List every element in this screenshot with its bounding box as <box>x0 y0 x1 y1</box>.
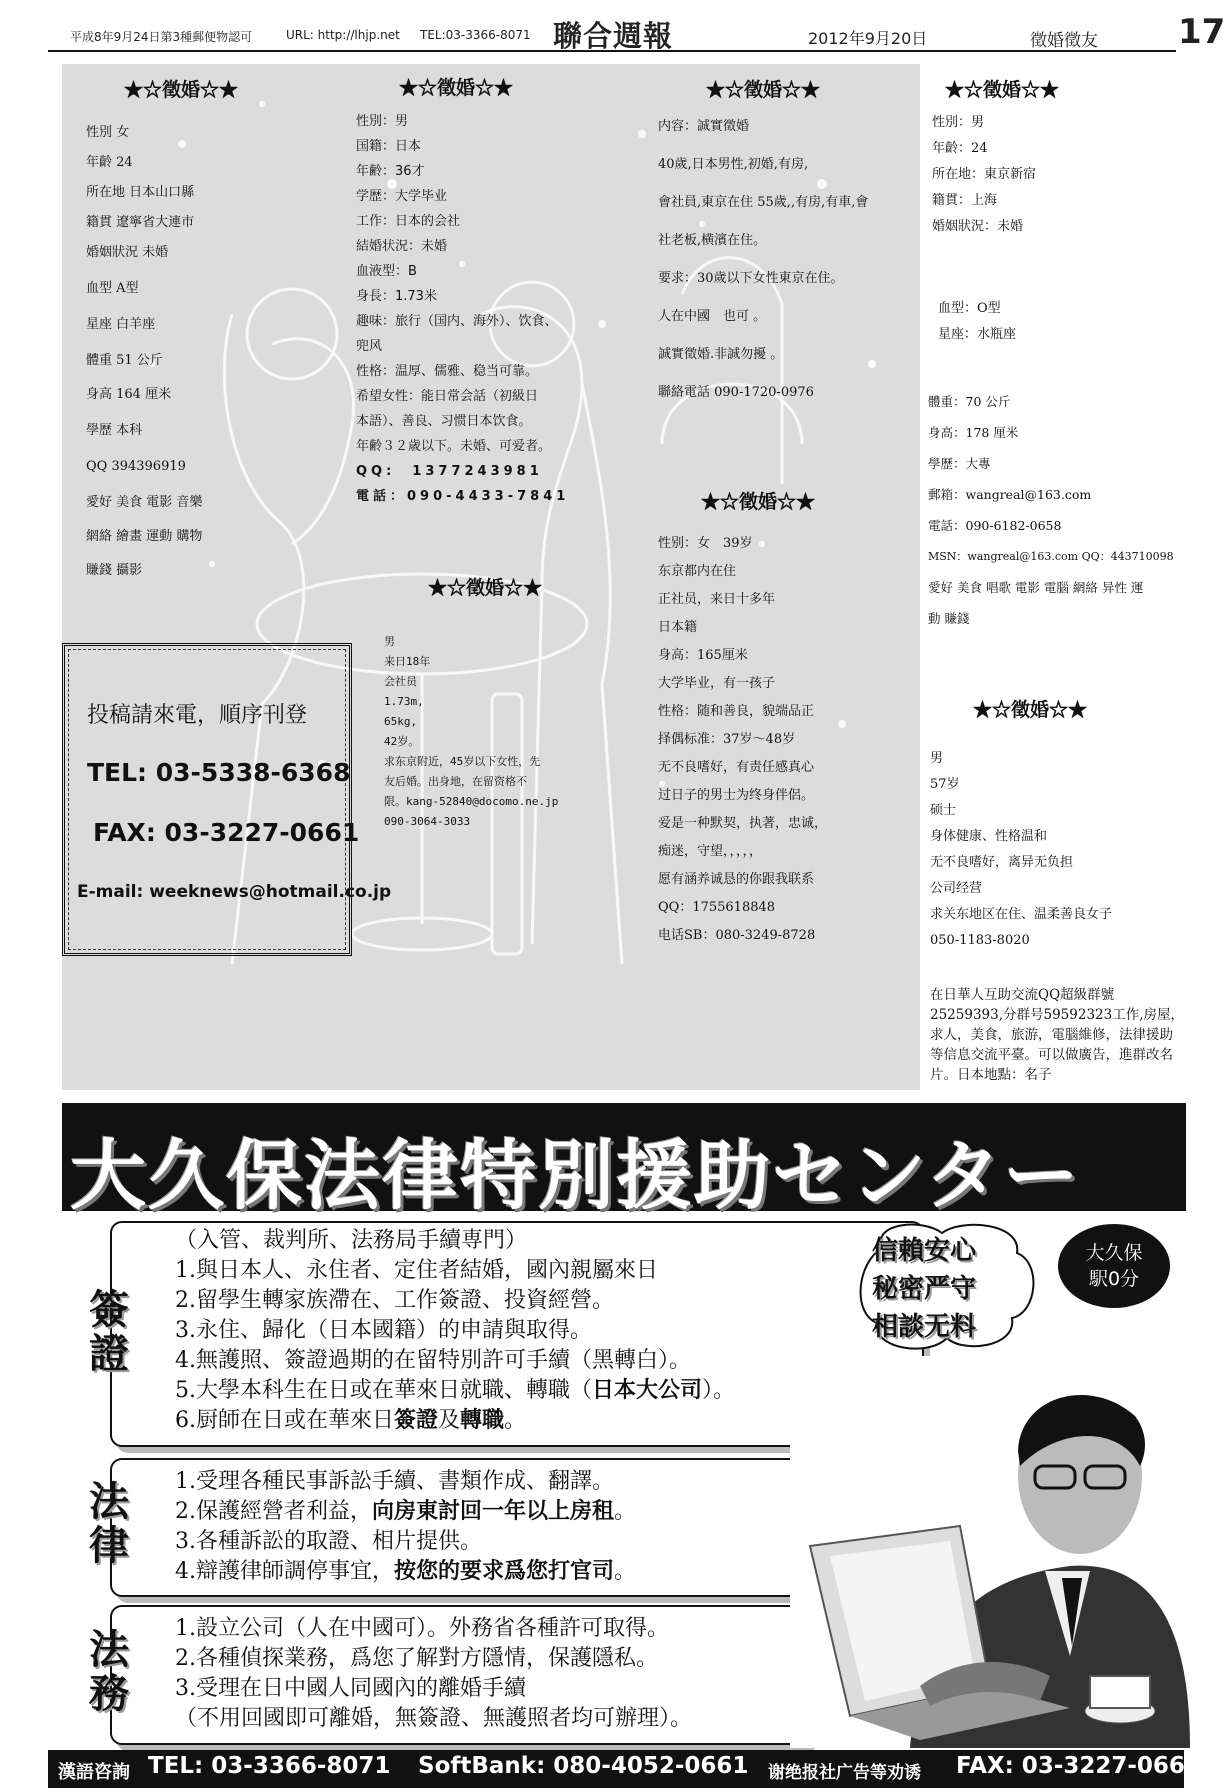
visa-line: 3.永住、歸化（日本國籍）的申請與取得。 <box>175 1318 592 1343</box>
ad-line: 学歴：大学毕业 <box>356 189 448 204</box>
ad-lines <box>658 108 868 412</box>
ad-line: 所在地 日本山口縣 <box>86 185 195 200</box>
issue-date: 2012年9月20日 <box>808 29 928 48</box>
ad-line: 过日子的男士为终身伴侶。 <box>658 788 815 803</box>
newspaper-name: 聯合週報 <box>553 19 674 53</box>
visa-line: 4.無護照、簽證過期的在留特別許可手續（黑轉白）。 <box>175 1348 691 1373</box>
text-emph: 日本大公司 <box>592 1378 703 1403</box>
ad-line: QQ 394396919 <box>86 459 186 474</box>
ad-line: 年齢３２歳以下。未婚、可爱者。 <box>356 439 552 454</box>
ad-line: 血液型：B <box>356 264 417 279</box>
ad-lines-a <box>932 110 1174 240</box>
ad-line: 求东京附近，45岁以下女性，先 <box>384 755 541 768</box>
ad-line: 兜风 <box>356 339 383 354</box>
ad-line: 身長：1.73米 <box>356 289 437 304</box>
ad-line: 痴迷，守望，，，，， <box>658 844 763 859</box>
ad-line: 賺錢 攝影 <box>86 563 143 578</box>
label-char: 證 <box>89 1330 129 1377</box>
ad-line: 性別：男 <box>932 115 985 130</box>
ad-line: 愛好 美食 唱歌 電影 電腦 網絡 异性 運 <box>928 580 1144 595</box>
text-emph: 向房東討回一年以上房租 <box>372 1499 615 1524</box>
ad-line: 无不良嗜好，离异无负担 <box>930 855 1074 870</box>
station-badge <box>1058 1224 1170 1308</box>
text-part: 5.大學本科生在日或在華來日就職、轉職（ <box>175 1378 592 1403</box>
visa-line <box>175 1376 735 1406</box>
ad-line: 星座 白羊座 <box>86 317 156 332</box>
ad-line: 聯絡電話 090-1720-0976 <box>658 385 814 400</box>
label-char: 法 <box>89 1626 129 1673</box>
ad-line: 身高：165厘米 <box>658 648 748 663</box>
ad-line: 年齡：24 <box>932 141 988 156</box>
ad-line: 愛好 美食 電影 音樂 <box>86 495 203 510</box>
affairs-lines <box>175 1614 692 1734</box>
page-number: 17 <box>1178 12 1225 52</box>
badge-line: 大久保 <box>1085 1242 1143 1264</box>
site-url[interactable]: URL: http://lhjp.net <box>286 28 400 42</box>
ad-line: 身高 164 厘米 <box>86 387 172 402</box>
affairs-line: （不用回國即可離婚，無簽證、無護照者均可辦理）。 <box>175 1706 693 1731</box>
slogans <box>872 1232 976 1346</box>
ad-lines <box>86 118 276 586</box>
legal-footer <box>48 1750 1201 1788</box>
ad-line: 會社員,東京在住 55歲,,有房,有車,會 <box>658 195 869 210</box>
ad-line: 體重：70 公斤 <box>928 394 1011 409</box>
visa-line <box>175 1406 735 1436</box>
ad-line: 来日18年 <box>384 655 431 668</box>
ad-line: 人在中國 也可 。 <box>658 309 767 324</box>
ad-line: 動 賺錢 <box>928 611 970 626</box>
text-emph: 轉職 <box>460 1408 505 1433</box>
ad-line: 社老板,横濱在住。 <box>658 233 767 248</box>
ad-line: 1.73m, <box>384 695 424 708</box>
ad-title: ★☆徵婚☆★ <box>705 79 820 101</box>
banner-title: 大久保法律特別援助センター <box>70 1131 1081 1220</box>
submission-box <box>62 643 392 956</box>
ad-line: 友后婚。出身地，在留资格不 <box>384 775 527 788</box>
ad-col5-title-wrap <box>400 574 570 602</box>
text-part: 4.辯護律師調停事宜， <box>175 1559 394 1584</box>
ad-title: ★☆徵婚☆★ <box>944 79 1059 101</box>
ad-title: ★☆徵婚☆★ <box>700 491 815 513</box>
ad-col2 <box>356 76 569 509</box>
visa-line: 2.留學生轉家族滯在、工作簽證、投資經營。 <box>175 1288 614 1313</box>
ad-line: 性格：温厚、儒雅、稳当可靠。 <box>356 364 539 379</box>
ad-line: 东京都内在住 <box>658 564 737 579</box>
ad-line: 男 <box>930 751 944 766</box>
businessman-laptop-photo <box>790 1356 1190 1748</box>
text-part: 。 <box>614 1499 637 1524</box>
ad-col7 <box>930 696 1130 954</box>
ad-line: 42岁。 <box>384 735 420 748</box>
ad-line: 誠實徵婚.非誠勿擾 。 <box>658 347 784 362</box>
ad-line: 性别：女 39岁 <box>658 536 753 551</box>
ad-line: 網絡 繪畫 運動 購物 <box>86 529 203 544</box>
ad-lines <box>658 530 858 950</box>
ad-line: 爱是一种默契，执著，忠诚， <box>658 816 828 831</box>
ad-line: 星座：水瓶座 <box>938 327 1017 342</box>
ad-lines <box>356 109 569 509</box>
law-label <box>84 1480 134 1568</box>
ad-line: 要求：30歲以下女性東京在住。 <box>658 271 844 286</box>
ad-line: 40歲,日本男性,初婚,有房, <box>658 157 809 172</box>
slogan-line: 信賴安心 <box>872 1236 977 1266</box>
text-emph: 簽證 <box>394 1408 439 1433</box>
ad-line: 學歷：大專 <box>928 456 991 471</box>
text-part: 2.保護經營者利益， <box>175 1499 372 1524</box>
ad-line: 090-3064-3033 <box>384 815 471 828</box>
ad-line: 57岁 <box>930 777 960 792</box>
law-line <box>175 1497 636 1527</box>
ad-col6 <box>658 488 858 950</box>
text-part: 6.厨師在日或在華來日 <box>175 1408 394 1433</box>
ad-line: 血型 A型 <box>86 281 139 296</box>
slogan-line: 相談无料 <box>872 1312 977 1342</box>
ad-line: 硕士 <box>930 803 957 818</box>
ad-col3 <box>658 76 868 412</box>
label-char: 法 <box>89 1478 129 1525</box>
ad-line: 學歷 本科 <box>86 423 143 438</box>
affairs-line: 1.設立公司（人在中國可）。外務省各種許可取得。 <box>175 1616 669 1641</box>
text-part: ）。 <box>702 1378 736 1403</box>
law-line <box>175 1557 636 1587</box>
ad-line: 65kg, <box>384 715 418 728</box>
ad-line: 正社员，来日十多年 <box>658 592 776 607</box>
submission-email[interactable]: E-mail: weeknews@hotmail.co.jp <box>77 882 392 902</box>
ad-line: 血型：O型 <box>938 301 1001 316</box>
ad-line: 籍貫：上海 <box>932 193 998 208</box>
ad-line: 郵箱：wangreal@163.com <box>928 487 1092 502</box>
ad-col4 <box>928 76 1174 634</box>
header-tel: TEL:03-3366-8071 <box>420 28 531 42</box>
slogan-line: 秘密严守 <box>872 1274 977 1304</box>
ad-line: 趣味：旅行（国内、海外）、饮食、 <box>356 314 558 329</box>
ad-line: 性別：男 <box>356 114 409 129</box>
footer-notice: 谢绝报社广告等劝诱 <box>768 1763 921 1783</box>
law-line: 1.受理各種民事訴訟手續、書類作成、翻譯。 <box>175 1469 614 1494</box>
ad-line: 内容：誠實徵婚 <box>658 119 750 134</box>
ad-lines-b <box>932 296 1174 348</box>
affairs-line: 2.各種偵探業務，爲您了解對方隱情，保護隱私。 <box>175 1646 658 1671</box>
text-emph: 按您的要求爲您打官司 <box>394 1559 615 1584</box>
law-lines <box>175 1467 636 1587</box>
ad-line: 身体健康、性格温和 <box>930 829 1048 844</box>
text-part: 及 <box>438 1408 461 1433</box>
ad-line: 男 <box>384 635 395 648</box>
ad-title: ★☆徵婚☆★ <box>427 577 542 599</box>
ad-line: 婚姻狀況 未婚 <box>86 245 169 260</box>
qq-group-notice: 在日華人互助交流QQ超級群號25259393,分群号59592323工作,房屋，求人，美食，旅游，電腦維修，法律援助等信息交流平臺。可以做廣告，進群改名片。日本地點：名子 <box>930 987 1185 1083</box>
ad-line: 體重 51 公斤 <box>86 353 163 368</box>
ad-title: ★☆徵婚☆★ <box>123 79 238 101</box>
ad-line: 日本籍 <box>658 620 698 635</box>
ad-line: 年齢：36才 <box>356 164 425 179</box>
ad-phone: 電話：090-4433-7841 <box>356 489 570 504</box>
ad-line: 所在地：東京新宿 <box>932 167 1037 182</box>
ad-line: 工作：日本的会社 <box>356 214 461 229</box>
ad-line: QQ：1755618848 <box>658 900 776 915</box>
ad-line: 国籍：日本 <box>356 139 422 154</box>
text-part: 。 <box>504 1408 527 1433</box>
ad-line: 婚姻狀況：未婚 <box>932 219 1024 234</box>
text-part: 。 <box>614 1559 637 1584</box>
ad-qq: QQ: 1377243981 <box>356 464 543 479</box>
submission-title: 投稿請來電，順序刊登 <box>87 703 308 728</box>
visa-line: （入管、裁判所、法務局手續専門） <box>175 1228 528 1253</box>
ad-line: 結婚状況：未婚 <box>356 239 448 254</box>
ad-line: 电话SB：080-3249-8728 <box>658 928 816 943</box>
visa-label <box>84 1288 134 1376</box>
ad-line: 希望女性：能日常会話（初級日 <box>356 389 539 404</box>
footer-fax: FAX: 03-3227-0661 <box>956 1753 1201 1779</box>
footer-chinese-label: 漢語咨詢 <box>58 1762 130 1783</box>
ad-line: 身高：178 厘米 <box>928 425 1019 440</box>
ad-line: 愿有涵养诚恳的你跟我联系 <box>658 872 815 887</box>
badge-line: 駅0分 <box>1088 1268 1140 1290</box>
footer-softbank: SoftBank: 080-4052-0661 <box>418 1753 749 1779</box>
label-char: 務 <box>89 1670 129 1717</box>
ad-title: ★☆徵婚☆★ <box>398 77 513 99</box>
visa-lines <box>175 1226 735 1436</box>
affairs-line: 3.受理在日中國人同國內的離婚手續 <box>175 1676 526 1701</box>
ad-title: ★☆徵婚☆★ <box>972 699 1087 721</box>
label-char: 簽 <box>89 1286 129 1333</box>
ad-line: 择偶标准：37岁～48岁 <box>658 732 796 747</box>
ad-line: 公司经营 <box>930 881 983 896</box>
ad-line: 本語）、善良、习惯日本饮食。 <box>356 414 532 429</box>
ad-lines-c <box>928 386 1174 634</box>
ad-line: 求关东地区在住、温柔善良女子 <box>930 907 1113 922</box>
submission-tel: TEL: 03-5338-6368 <box>87 758 351 787</box>
ad-line: 050-1183-8020 <box>930 933 1030 948</box>
ad-line: 年齡 24 <box>86 155 133 170</box>
footer-tel: TEL: 03-3366-8071 <box>148 1753 391 1779</box>
postal-permit: 平成8年9月24日第3種郵便物認可 <box>70 30 253 44</box>
legal-banner <box>62 1103 1186 1220</box>
law-line: 3.各種訴訟的取證、相片提供。 <box>175 1529 482 1554</box>
submission-fax: FAX: 03-3227-0661 <box>93 818 360 847</box>
ad-col1 <box>86 76 276 586</box>
ad-line: 電話：090-6182-0658 <box>928 518 1062 533</box>
affairs-label <box>84 1628 134 1716</box>
ad-line: 限。kang-52840@docomo.ne.jp <box>384 795 559 808</box>
ad-line: 性別 女 <box>86 125 130 140</box>
ad-col5 <box>384 632 558 832</box>
section-name: 徵婚徵友 <box>1030 31 1098 51</box>
visa-line: 1.與日本人、永住者、定住者結婚，國內親屬來日 <box>175 1258 658 1283</box>
label-char: 律 <box>89 1522 129 1569</box>
ad-lines <box>930 746 1130 954</box>
ad-line: 大学毕业，有一孩子 <box>658 676 776 691</box>
ad-line: 性格：随和善良，貌端品正 <box>658 704 815 719</box>
ad-line: 籍貫 遼寧省大連市 <box>86 215 195 230</box>
ad-line: MSN：wangreal@163.com QQ：443710098 <box>928 550 1174 563</box>
page-header <box>48 12 1225 53</box>
ad-line: 无不良嗜好，有责任感真心 <box>658 760 815 775</box>
ad-line: 会社员 <box>384 675 417 688</box>
